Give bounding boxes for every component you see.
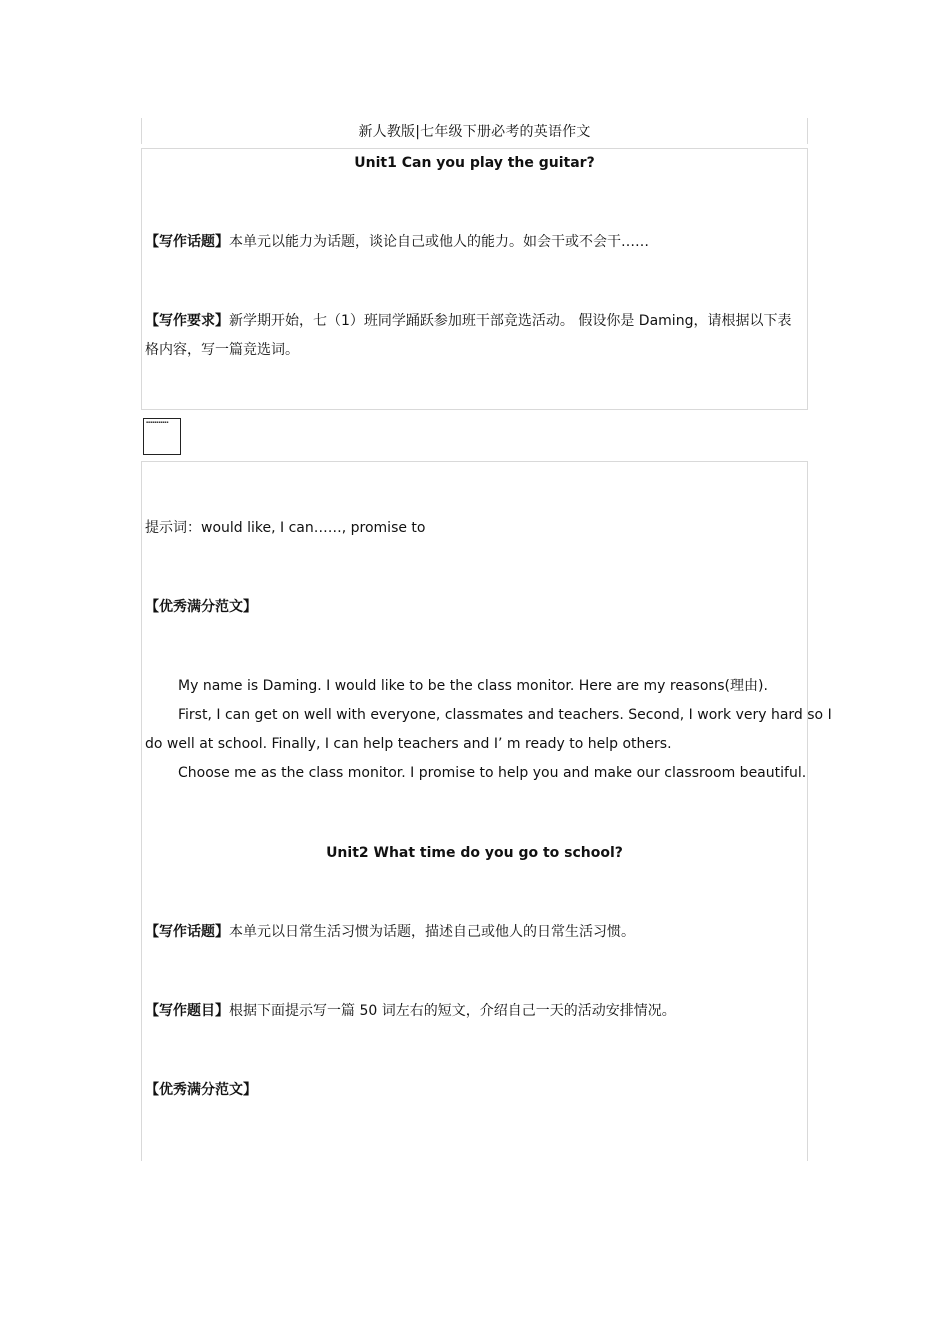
unit1-topic-text: 本单元以能力为话题，谈论自己或他人的能力。如会干或不会干…… [229, 234, 649, 250]
unit1-topic-label: 【写作话题】 [145, 234, 229, 250]
table-image-caption: ▪▪▪▪▪▪▪▪▪▪▪ [146, 420, 169, 424]
unit2-topic [145, 922, 805, 942]
unit1-requirement [145, 311, 805, 331]
unit1-requirement-continued: 格内容，写一篇竞选词。 [145, 342, 299, 358]
unit2-topic-label: 【写作话题】 [145, 924, 229, 940]
unit1-sample-box [141, 461, 832, 1161]
unit2-task-text: 根据下面提示写一篇 50 词左右的短文，介绍自己一天的活动安排情况。 [229, 1003, 676, 1019]
unit2-task-label: 【写作题目】 [145, 1003, 229, 1019]
unit1-sample-line-1: My name is Daming. I would like to be the class monitor. Here are my reasons(理由). [178, 678, 768, 694]
unit1-hint: 提示词：would like, I can……, promise to [145, 520, 426, 536]
unit1-sample-label: 【优秀满分范文】 [145, 599, 257, 615]
unit2-title: Unit2 What time do you go to school? [326, 845, 623, 861]
unit2-task [145, 1001, 805, 1021]
unit1-requirement-label: 【写作要求】 [145, 313, 229, 329]
unit1-sample-line-3: do well at school. Finally, I can help teachers and I’ m ready to help others. [145, 736, 672, 752]
unit2-sample-label: 【优秀满分范文】 [145, 1082, 257, 1098]
unit1-topic [145, 232, 805, 252]
page-header [141, 118, 808, 144]
document-title: 新人教版|七年级下册必考的英语作文 [358, 124, 591, 140]
unit1-sample-line-4: Choose me as the class monitor. I promise to help you and make our classroom beautiful. [178, 765, 807, 781]
table-image-placeholder [143, 418, 181, 455]
unit1-prompt-box [141, 148, 808, 410]
unit1-title: Unit1 Can you play the guitar? [354, 155, 595, 171]
unit2-topic-text: 本单元以日常生活习惯为话题，描述自己或他人的日常生活习惯。 [229, 924, 635, 940]
unit1-sample-line-2: First, I can get on well with everyone, classmates and teachers. Second, I work very hard so I [178, 707, 832, 723]
unit1-requirement-text: 新学期开始，七（1）班同学踊跃参加班干部竞选活动。 假设你是 Daming，请根据以下表 [229, 313, 792, 329]
